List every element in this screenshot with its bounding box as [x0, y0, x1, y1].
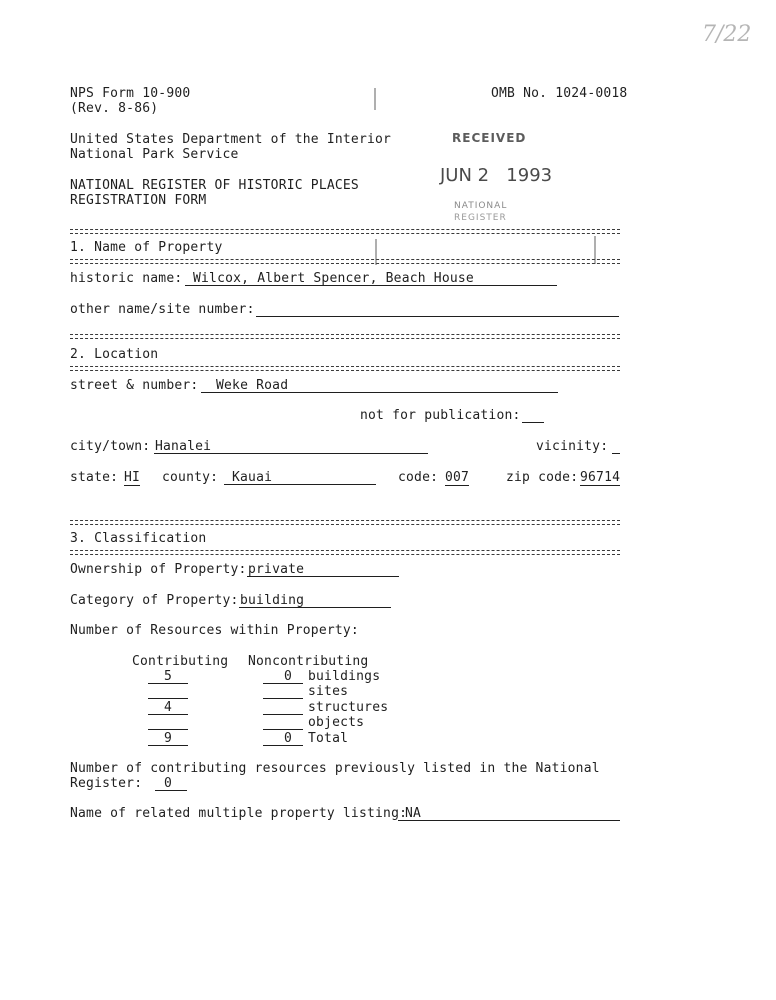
state-value[interactable]: [124, 470, 140, 486]
category-value[interactable]: building: [240, 593, 305, 608]
section-divider: [70, 259, 620, 264]
stamp-line-national: NATIONAL: [454, 201, 508, 211]
previously-listed-value[interactable]: 0: [164, 776, 173, 791]
service-name: National Park Service: [70, 147, 239, 162]
zip-value[interactable]: [580, 470, 620, 486]
section-divider: [70, 550, 620, 555]
section-divider: [70, 229, 620, 234]
code-value-text: 007: [445, 470, 470, 485]
section-divider: [70, 366, 620, 371]
noncontributing-line[interactable]: [263, 714, 303, 715]
noncontributing-count[interactable]: 0: [284, 731, 293, 746]
stamp-line-register: REGISTER: [454, 213, 507, 223]
multiple-property-label: Name of related multiple property listing:: [70, 806, 408, 821]
register-title: NATIONAL REGISTER OF HISTORIC PLACES: [70, 178, 359, 193]
city-value[interactable]: Hanalei: [155, 439, 212, 454]
city-label: city/town:: [70, 439, 151, 454]
register-label: Register:: [70, 776, 143, 791]
scan-mark: [374, 88, 376, 110]
code-value[interactable]: [445, 470, 469, 486]
section-divider: [70, 520, 620, 525]
received-date-stamp: JUN 2 1993: [440, 165, 553, 186]
state-label: state:: [70, 470, 119, 485]
section-divider: [70, 334, 620, 339]
not-for-publication-label: not for publication:: [360, 408, 521, 423]
other-name-label: other name/site number:: [70, 302, 255, 317]
resource-type-label: buildings: [308, 669, 381, 684]
previously-listed-label: Number of contributing resources previously listed in the National: [70, 761, 600, 776]
noncontributing-line: [263, 745, 303, 746]
multiple-property-value[interactable]: NA: [405, 806, 422, 821]
street-label: street & number:: [70, 378, 199, 393]
category-label: Category of Property:: [70, 593, 239, 608]
resource-type-label: objects: [308, 715, 365, 730]
other-name-field[interactable]: [256, 316, 619, 317]
section-1-heading: 1. Name of Property: [70, 240, 223, 255]
form-revision: (Rev. 8-86): [70, 101, 159, 116]
contributing-count[interactable]: 5: [163, 669, 173, 684]
street-value[interactable]: Weke Road: [216, 378, 289, 393]
noncontributing-line[interactable]: [263, 729, 303, 730]
county-value[interactable]: Kauai: [232, 470, 273, 485]
noncontributing-line[interactable]: [263, 698, 303, 699]
multiple-property-line: [398, 820, 620, 821]
section-3-heading: 3. Classification: [70, 531, 207, 546]
resources-label: Number of Resources within Property:: [70, 623, 359, 638]
contributing-count[interactable]: 9: [163, 731, 173, 746]
historic-name-label: historic name:: [70, 271, 183, 286]
handwritten-annotation: 7/22: [702, 22, 752, 47]
omb-number: OMB No. 1024-0018: [491, 86, 628, 101]
contributing-column-header: Contributing: [132, 654, 229, 669]
noncontributing-column-header: Noncontributing: [248, 654, 369, 669]
contributing-count[interactable]: 4: [163, 700, 173, 715]
historic-name-value[interactable]: Wilcox, Albert Spencer, Beach House: [193, 271, 474, 286]
received-stamp: RECEIVED: [452, 131, 527, 145]
form-title: REGISTRATION FORM: [70, 193, 207, 208]
resource-type-label: Total: [308, 731, 349, 746]
ownership-value[interactable]: private: [248, 562, 305, 577]
contributing-line[interactable]: [148, 729, 188, 730]
resource-type-label: sites: [308, 684, 349, 699]
vicinity-field[interactable]: [612, 453, 620, 454]
resource-type-label: structures: [308, 700, 389, 715]
department-name: United States Department of the Interior: [70, 132, 392, 147]
not-for-publication-field[interactable]: [522, 422, 544, 423]
code-label: code:: [398, 470, 439, 485]
form-number: NPS Form 10-900: [70, 86, 191, 101]
zip-value-text: 96714: [580, 470, 621, 485]
contributing-line[interactable]: [148, 698, 188, 699]
county-label: county:: [162, 470, 219, 485]
zip-label: zip code:: [506, 470, 579, 485]
vicinity-label: vicinity:: [536, 439, 609, 454]
section-2-heading: 2. Location: [70, 347, 159, 362]
state-value-text: HI: [124, 470, 141, 485]
noncontributing-count[interactable]: 0: [284, 669, 293, 684]
ownership-label: Ownership of Property:: [70, 562, 247, 577]
noncontributing-line: [263, 683, 303, 684]
